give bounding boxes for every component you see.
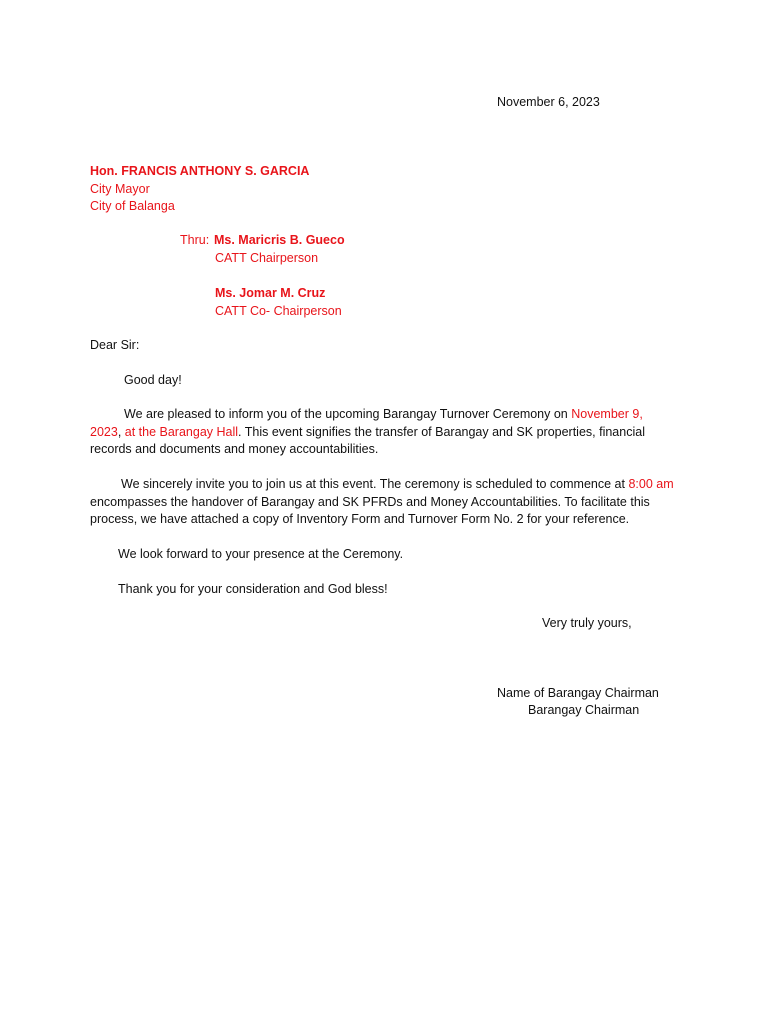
paragraph-2-end: encompasses the handover of Barangay and SK PFRDs and Money Accountabilities. To facilitate this process, we have attached a copy of Inventory Form and Turnover Form No. 2 for your reference. [90, 494, 650, 526]
thru-second-name: Ms. Jomar M. Cruz [215, 286, 326, 300]
addressee-name: Hon. FRANCIS ANTHONY S. GARCIA [90, 164, 310, 178]
paragraph-3: We look forward to your presence at the Ceremony. [118, 547, 404, 561]
paragraph-1-start: We are pleased to inform you of the upcoming Barangay Turnover Ceremony on [124, 407, 572, 421]
ceremony-date: November 9, 2023 [90, 407, 643, 439]
closing: Very truly yours, [542, 616, 632, 630]
addressee-title: City Mayor [90, 182, 150, 196]
signatory-title: Barangay Chairman [528, 703, 640, 717]
addressee-place: City of Balanga [90, 199, 175, 213]
paragraph-2 [90, 476, 675, 529]
ceremony-time: 8:00 am [628, 477, 674, 491]
paragraph-2-start: We sincerely invite you to join us at this event. The ceremony is scheduled to commence at [121, 477, 629, 491]
paragraph-1-mid: , [117, 424, 125, 439]
letter-date: November 6, 2023 [497, 95, 600, 109]
greeting: Good day! [124, 373, 182, 387]
thru-first-title: CATT Chairperson [215, 251, 319, 265]
ceremony-venue: at the Barangay Hall [124, 424, 239, 439]
thru-label: Thru: [180, 233, 210, 247]
thru-second-title: CATT Co- Chairperson [215, 304, 342, 318]
signatory-name: Name of Barangay Chairman [497, 686, 659, 700]
paragraph-1 [90, 406, 675, 459]
thru-first-name: Ms. Maricris B. Gueco [214, 233, 345, 247]
paragraph-4: Thank you for your consideration and God bless! [118, 582, 388, 596]
salutation: Dear Sir: [90, 338, 140, 352]
paragraph-1-end: . This event signifies the transfer of Barangay and SK properties, financial records and documents and money accountabilities. [90, 424, 645, 456]
